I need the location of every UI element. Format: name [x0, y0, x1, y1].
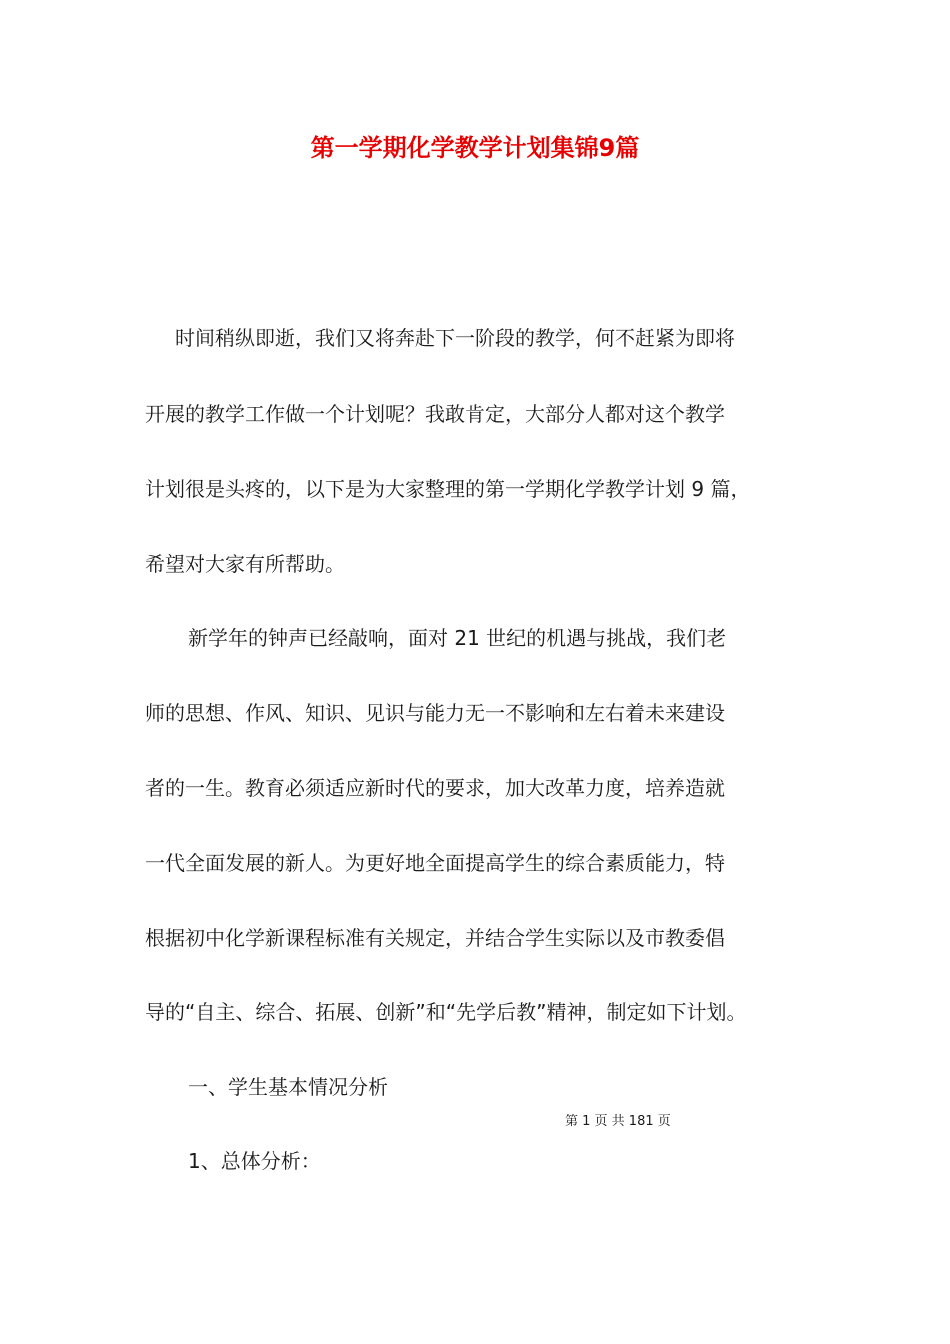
paragraph-line: 者的一生。教育必须适应新时代的要求，加大改革力度，培养造就: [145, 776, 725, 800]
paragraph-line: 时间稍纵即逝，我们又将奔赴下一阶段的教学，何不赶紧为即将: [175, 326, 735, 350]
paragraph-line: 希望对大家有所帮助。: [145, 552, 345, 576]
paragraph-line: 计划很是头疼的，以下是为大家整理的第一学期化学教学计划 9 篇，: [145, 477, 751, 501]
paragraph-line: 师的思想、作风、知识、见识与能力无一不影响和左右着未来建设: [145, 701, 725, 725]
section-heading: 一、学生基本情况分析: [188, 1075, 388, 1099]
paragraph-line: 新学年的钟声已经敲响，面对 21 世纪的机遇与挑战，我们老: [188, 626, 727, 650]
document-title: 第一学期化学教学计划集锦9篇: [310, 134, 640, 162]
paragraph-line: 导的“自主、综合、拓展、创新”和“先学后教”精神，制定如下计划。: [145, 1000, 747, 1024]
page-number: 第 1 页 共 181 页: [565, 1114, 671, 1129]
paragraph-line: 开展的教学工作做一个计划呢？我敢肯定，大部分人都对这个教学: [145, 402, 725, 426]
subsection-heading: 1、总体分析：: [188, 1149, 321, 1173]
paragraph-line: 一代全面发展的新人。为更好地全面提高学生的综合素质能力，特: [145, 851, 725, 875]
paragraph-line: 根据初中化学新课程标准有关规定，并结合学生实际以及市教委倡: [145, 926, 725, 950]
